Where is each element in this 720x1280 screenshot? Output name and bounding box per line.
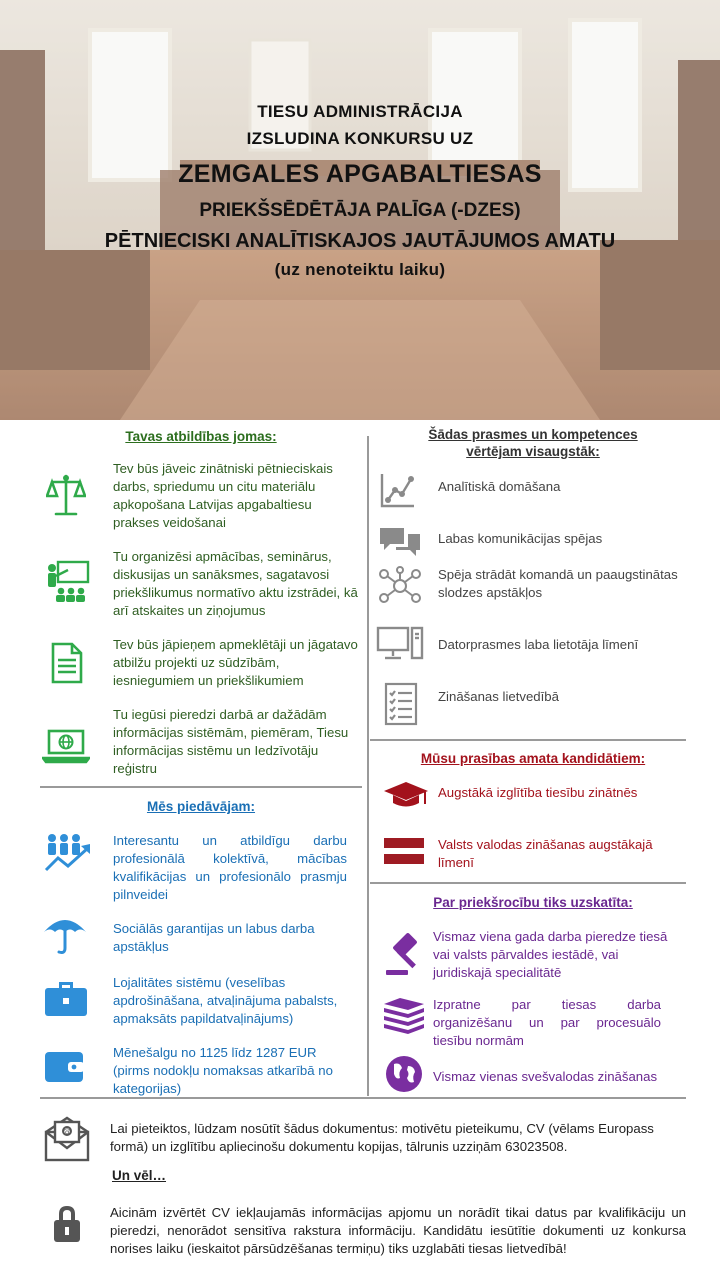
responsibility-item-4: Tu iegūsi pieredzi darbā ar dažādām informācijas sistēmām, piemēram, Tiesu informācijas sistēmu un Iedzīvotāju reģistru xyxy=(113,707,349,776)
header-line-duration: (uz nenoteiktu laiku) xyxy=(274,260,446,279)
email-envelope-icon xyxy=(44,1114,90,1162)
graduation-cap-icon xyxy=(382,780,430,810)
header-line-court-name: ZEMGALES APGABALTIESAS xyxy=(178,160,542,188)
globe-icon xyxy=(384,1054,424,1094)
privacy-notice: Aicinām izvērtēt CV iekļaujamās informācijas apjomu un norādīt tikai datus par kvalifikāciju un pieredzi, nenorādot sensitīva rakstura informāciju. Kandidātu iesūtītie dokumenti uz konkursa norises laiku (ieskaitot pārsūdzēšanas termiņu) tiks uzglabāti tiesas lietvedībā! xyxy=(110,1205,686,1256)
offer-item-4: Mēnešalgu no 1125 līdz 1287 EUR (pirms nodokļu nomaksas atkarībā no kategorijas) xyxy=(113,1045,333,1096)
offer-item-3: Lojalitātes sistēmu (veselības apdrošināšana, atvaļinājuma pabalsts, apmaksāts papildatvaļinājums) xyxy=(113,975,338,1026)
header-line-field: PĒTNIECISKI ANALĪTISKAJOS JAUTĀJUMOS AMATU xyxy=(104,230,616,252)
requirement-item-2: Valsts valodas zināšanas augstākajā līmenī xyxy=(438,837,653,870)
more-heading: Un vēl… xyxy=(112,1168,167,1183)
column-divider xyxy=(367,436,369,1096)
umbrella-icon xyxy=(42,910,88,956)
skills-heading-line-2: vērtējam visaugstāk: xyxy=(466,444,600,459)
wallet-icon xyxy=(44,1048,84,1084)
offer-item-2: Sociālās garantijas un labus darba apstākļus xyxy=(113,921,315,954)
svg-text:@: @ xyxy=(63,1127,71,1136)
books-icon xyxy=(382,996,426,1036)
advantage-item-2: Izpratne par tiesas darba organizēšanu un par procesuālo tiesību normām xyxy=(433,997,661,1048)
right-section-divider-1 xyxy=(370,739,686,741)
header-line-position: PRIEKŠSĒDĒTĀJA PALĪGA (-DZES) xyxy=(199,200,521,221)
requirements-heading: Mūsu prasības amata kandidātiem: xyxy=(420,751,646,766)
requirement-item-1: Augstākā izglītība tiesību zinātnēs xyxy=(438,785,638,800)
team-growth-icon xyxy=(44,832,92,874)
responsibility-item-3: Tev būs jāpieņem apmeklētāji un jāgatavo atbilžu projekti uz sūdzībām, iesniegumiem un priekšlikumiem xyxy=(113,637,358,688)
scales-icon xyxy=(46,472,86,518)
latvian-flag-icon xyxy=(384,838,424,864)
network-icon xyxy=(378,566,422,606)
responsibility-item-1: Tev būs jāveic zinātniski pētnieciskais darbs, spriedumu un citu materiālu apkopošana Latvijas apgabaltiesu prakses veidošanai xyxy=(113,461,333,530)
chart-icon xyxy=(380,472,416,508)
checklist-icon xyxy=(384,682,418,726)
skills-heading xyxy=(372,426,694,460)
gavel-icon xyxy=(384,932,426,976)
advantage-item-3: Vismaz vienas svešvalodas zināšanas xyxy=(433,1069,658,1084)
responsibilities-heading: Tavas atbildības jomas: xyxy=(125,429,277,444)
skill-item-3: Spēja strādāt komandā un paaugstinātas slodzes apstākļos xyxy=(438,567,678,600)
offer-item-1: Interesantu un atbildīgu darbu profesionālā kolektīvā, mācības kvalifikācijas un profesionālo prasmju pilnveidei xyxy=(113,833,347,902)
apply-instructions: Lai pieteiktos, lūdzam nosūtīt šādus dokumentus: motivētu pieteikumu, CV (vēlams Europass formā) un izglītību apliecinošu dokumentu kopijas, tālrunis uzziņām 63023508. xyxy=(110,1121,654,1154)
responsibility-item-2: Tu organizēsi apmācības, seminārus, diskusijas un sanāksmes, sagatavosi priekšlikumus normatīvo aktu izstrādei, kā arī atskaites un ziņojumus xyxy=(113,549,358,618)
header-line-organization: TIESU ADMINISTRĀCIJA xyxy=(257,102,463,121)
header-line-announces: IZSLUDINA KONKURSU UZ xyxy=(246,129,474,148)
skill-item-4: Datorprasmes laba lietotāja līmenī xyxy=(438,637,639,652)
left-section-divider xyxy=(40,786,362,788)
document-icon xyxy=(50,642,84,684)
header-courtroom-photo xyxy=(0,0,720,420)
skill-item-1: Analītiskā domāšana xyxy=(438,479,561,494)
right-section-divider-2 xyxy=(370,882,686,884)
advantage-heading: Par priekšrocību tiks uzskatīta: xyxy=(433,895,633,910)
laptop-globe-icon xyxy=(42,728,90,764)
skill-item-5: Zināšanas lietvedībā xyxy=(438,689,559,704)
skill-item-2: Labas komunikācijas spējas xyxy=(438,531,603,546)
padlock-icon xyxy=(52,1204,82,1244)
offer-heading: Mēs piedāvājam: xyxy=(146,799,256,814)
skills-heading-line-1: Šādas prasmes un kompetences xyxy=(428,427,638,442)
computer-icon xyxy=(376,626,424,662)
briefcase-icon xyxy=(44,978,88,1018)
advantage-item-1: Vismaz viena gada darba pieredze tiesā vai valsts pārvaldes iestādē, vai juridiskajā specialitātē xyxy=(433,929,668,980)
chat-bubbles-icon xyxy=(378,526,422,558)
presentation-icon xyxy=(44,560,92,604)
